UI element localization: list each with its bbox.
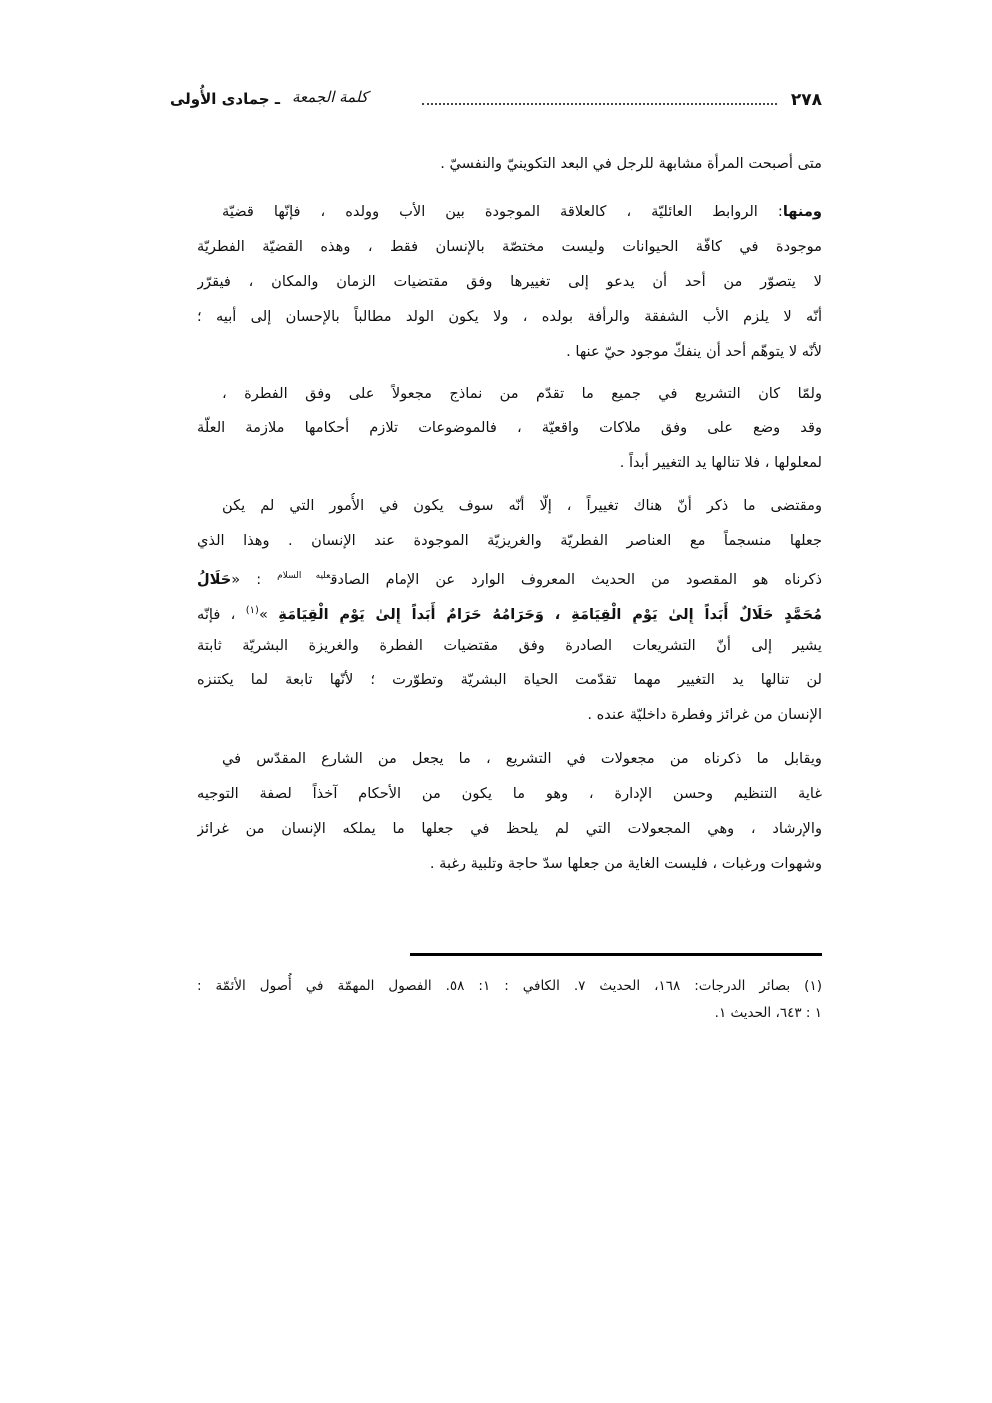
text-run: لن تنالها يد التغيير مهما تقدّمت الحياة البشريّة وتطوّرت ؛ لأنّها تابعة لما يكتنزه: [197, 671, 822, 688]
text-run: ويقابل ما ذكرناه من مجعولات في التشريع ، ما يجعل من الشارع المقدّس في: [222, 750, 822, 767]
text-line: [197, 339, 822, 365]
text-run: غاية التنظيم وحسن الإدارة ، وهو ما يكون من الأحكام آخذاً لصفة التوجيه: [197, 785, 822, 802]
footnote-line: [197, 973, 822, 999]
text-line: [222, 493, 822, 519]
text-line: [197, 269, 822, 295]
text-line: [197, 633, 822, 659]
text-run: موجودة في كافّة الحيوانات وليست مختصّة بالإنسان فقط ، وهذه القضيّة الفطريّة: [197, 238, 822, 255]
text-run: ١ : ٦٤٣، الحديث ١.: [714, 1005, 822, 1021]
text-line: [197, 563, 822, 589]
text-line: [222, 746, 822, 772]
book-logo: كلمة الجمعة: [292, 88, 368, 106]
text-run: وشهوات ورغبات ، فليست الغاية من جعلها سدّ حاجة وتلبية رغبة .: [429, 855, 822, 872]
footnote-separator: [410, 953, 822, 956]
text-line: [197, 234, 822, 260]
text-line: [197, 450, 822, 476]
bold-text: حَلَالُ: [197, 570, 232, 588]
text-line: [197, 151, 822, 177]
text-run: »: [258, 605, 279, 623]
text-run: أنّه لا يلزم الأب الشفقة والرأفة بولده ، ولا يكون الولد مطالباً بالإحسان إلى أبيه ؛: [197, 308, 822, 325]
text-line: [197, 528, 822, 554]
text-run: جعلها منسجماً مع العناصر الفطريّة والغريزيّة الموجودة عند الإنسان . وهذا الذي: [197, 532, 822, 549]
text-run: ، فإنّه: [197, 605, 246, 623]
text-line: [197, 667, 822, 693]
honorific: عليه السلام: [277, 571, 331, 581]
text-line: [197, 781, 822, 807]
header-dotted-leader: [422, 103, 777, 105]
bold-text: ومنها: [782, 203, 822, 220]
running-header: [170, 88, 822, 118]
text-run: ذكرناه هو المقصود من الحديث المعروف الوارد عن الإمام الصادق: [330, 570, 822, 588]
text-run: ومقتضى ما ذكر أنّ هناك تغييراً ، إلّا أنّه سوف يكون في الأُمور التي لم يكن: [222, 497, 822, 514]
bold-text: مُحَمَّدٍ حَلَالٌ أَبَداً إِلىٰ يَوْمِ الْقِيَامَةِ ، وَحَرَامُهُ حَرَامٌ أَبَداً إِلىٰ يَوْمِ الْقِيَامَةِ: [278, 605, 822, 623]
footnote-marker: (١): [245, 605, 259, 616]
text-run: يشير إلى أنّ التشريعات الصادرة وفق مقتضيات الفطرة والغريزة البشريّة ثابتة: [197, 637, 822, 654]
text-run: : «: [231, 570, 278, 588]
text-line: [197, 702, 822, 728]
text-run: لمعلولها ، فلا تنالها يد التغيير أبداً .: [619, 454, 822, 471]
footnote-line: [222, 1000, 822, 1026]
text-run: لأنّه لا يتوهّم أحد أن ينفكّ موجود حيّ عنها .: [566, 343, 822, 360]
page-number: ٢٧٨: [790, 90, 822, 110]
text-line: [197, 304, 822, 330]
text-line: [197, 851, 822, 877]
text-line: [222, 381, 822, 407]
text-run: لا يتصوّر من أحد أن يدعو إلى تغييرها وفق مقتضيات الزمان والمكان ، فيقرّر: [197, 273, 822, 290]
text-line: [197, 816, 822, 842]
text-run: (١) بصائر الدرجات: ١٦٨، الحديث ٧. الكافي : ١: ٥٨. الفصول المهمّة في أُصول الأئمّة :: [197, 978, 822, 994]
text-line: [222, 199, 822, 225]
section-title: ـ جمادى الأُولى: [170, 90, 280, 108]
text-run: متى أصبحت المرأة مشابهة للرجل في البعد التكوينيّ والنفسيّ .: [440, 155, 822, 172]
text-line: [197, 415, 822, 441]
text-run: والإرشاد ، وهي المجعولات التي لم يلحظ في جعلها ما يملكه الإنسان من غرائز: [197, 820, 822, 837]
text-run: وقد وضع على وفق ملاكات واقعيّة ، فالموضوعات تلازم أحكامها ملازمة العلّة: [197, 419, 822, 436]
text-run: ولمّا كان التشريع في جميع ما تقدّم من نماذج مجعولاً على وفق الفطرة ،: [222, 385, 822, 402]
text-run: الإنسان من غرائز وفطرة داخليّة عنده .: [587, 706, 822, 723]
text-run: : الروابط العائليّة ، كالعلاقة الموجودة بين الأب وولده ، فإنّها قضيّة: [222, 203, 783, 220]
text-line: [197, 598, 822, 624]
